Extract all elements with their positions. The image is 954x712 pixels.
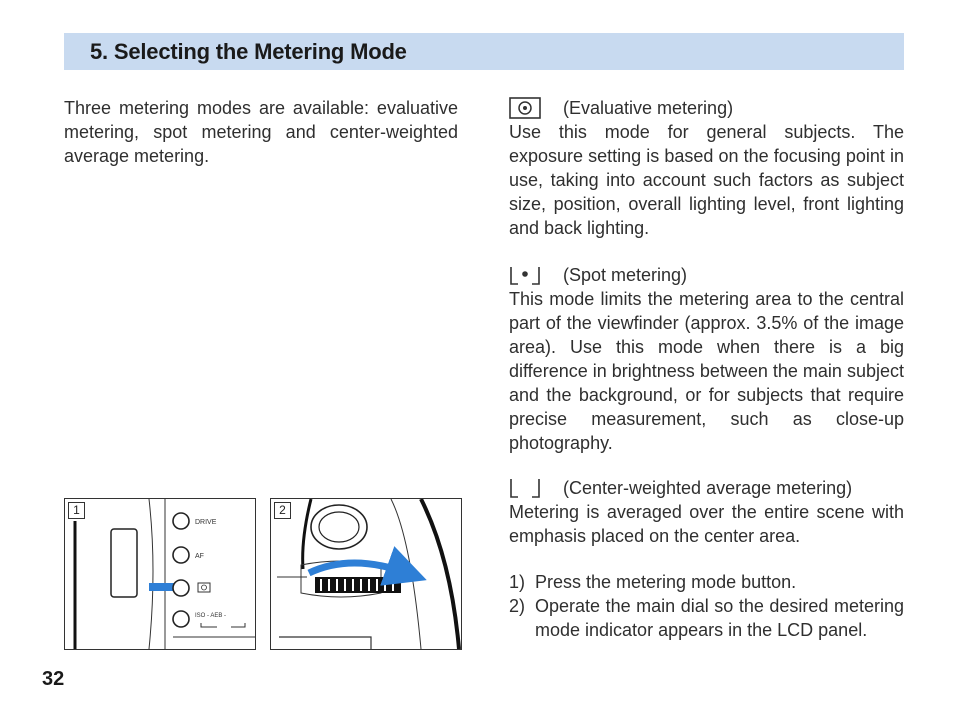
section-header-bar xyxy=(64,33,904,70)
af-label: AF xyxy=(195,553,204,560)
step-text: Operate the main dial so the desired metering mode indicator appears in the LCD panel. xyxy=(535,596,904,640)
spot-metering-icon xyxy=(509,264,541,286)
spot-metering-section xyxy=(509,263,904,455)
drive-label: DRIVE xyxy=(195,519,217,526)
center-weighted-metering-label: (Center-weighted average metering) xyxy=(563,478,853,498)
evaluative-metering-icon xyxy=(509,97,541,119)
page-number: 32 xyxy=(42,668,65,690)
spot-metering-description: This mode limits the metering area to the central part of the viewfinder (approx. 3.5% of the image area). Use this mode when there is a big difference in brightness between the main subject and the background, or for subjects that require precise measurement, such as close-up photography. xyxy=(509,289,904,453)
figure-main-dial xyxy=(270,498,462,650)
figure-mode-buttons xyxy=(64,498,256,650)
spot-metering-heading xyxy=(509,263,904,287)
center-weighted-metering-icon xyxy=(509,477,541,499)
center-weighted-metering-description: Metering is averaged over the entire scene with emphasis placed on the center area. xyxy=(509,502,904,546)
step-item xyxy=(509,594,904,642)
intro-paragraph: Three metering modes are available: evaluative metering, spot metering and center-weighted average metering. xyxy=(64,98,458,166)
step-item xyxy=(509,570,904,594)
step-number: 1) xyxy=(509,572,526,592)
spot-metering-label: (Spot metering) xyxy=(563,265,688,285)
camera-buttons-illustration xyxy=(65,499,255,649)
evaluative-metering-description: Use this mode for general subjects. The exposure setting is based on the focusing point in use, taking into account such factors as subject size, position, overall lighting level, front lighting and back lighting. xyxy=(509,122,904,238)
figure-number: 2 xyxy=(274,502,291,519)
steps-list xyxy=(509,570,904,642)
figure-number: 1 xyxy=(68,502,85,519)
center-weighted-metering-heading xyxy=(509,476,904,500)
center-weighted-metering-section xyxy=(509,476,904,548)
step-text: Press the metering mode button. xyxy=(535,572,797,592)
page-title: 5. Selecting the Metering Mode xyxy=(90,39,407,64)
evaluative-metering-label: (Evaluative metering) xyxy=(563,98,734,118)
evaluative-metering-heading xyxy=(509,96,904,120)
step-number: 2) xyxy=(509,596,526,616)
evaluative-metering-section xyxy=(509,96,904,240)
rotate-arrow-icon xyxy=(309,563,407,573)
iso-aeb-label: ISO - AEB - xyxy=(195,613,227,619)
camera-dial-illustration xyxy=(271,499,461,649)
